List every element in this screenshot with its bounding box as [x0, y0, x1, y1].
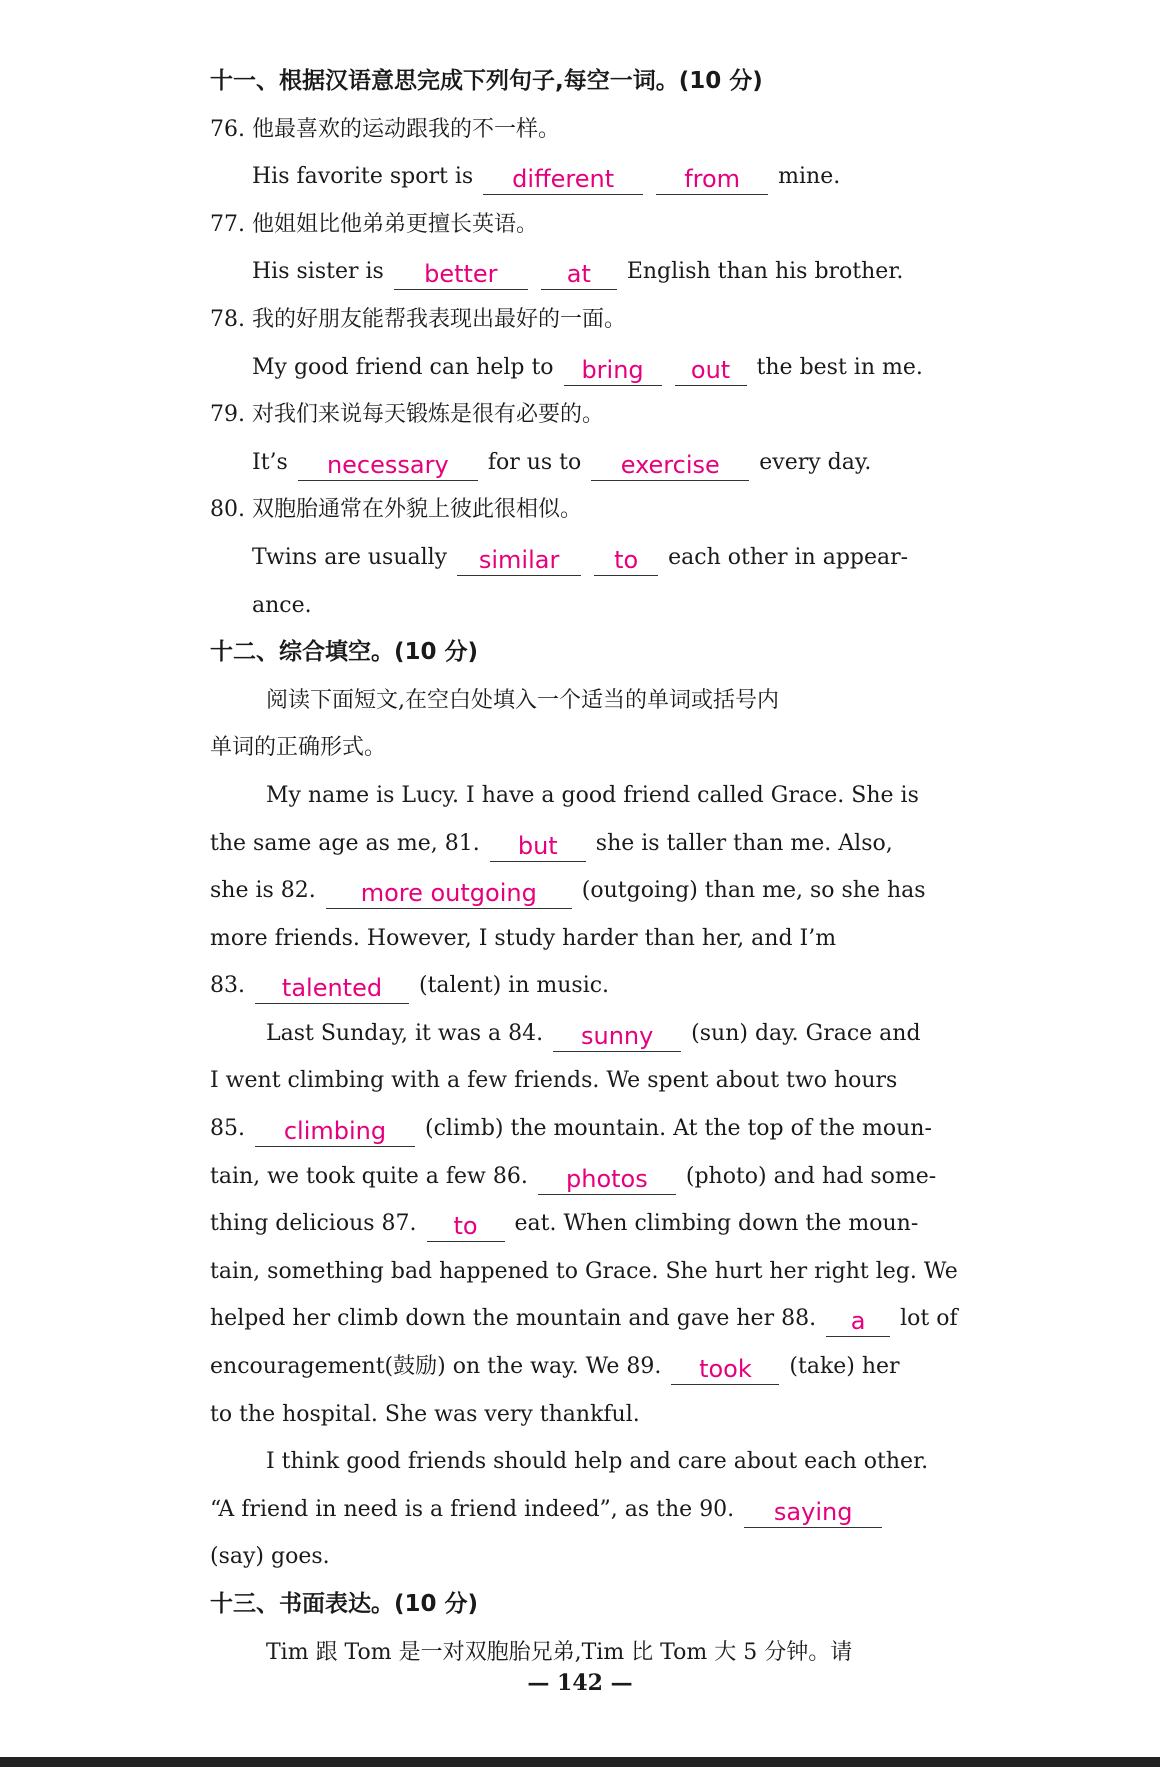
passage-text: 85. — [210, 1116, 245, 1142]
passage-text: eat. When climbing down the moun- — [514, 1211, 919, 1237]
q80-continuation: ance. — [252, 592, 312, 618]
passage-text: thing delicious 87. — [210, 1211, 417, 1237]
q79-text-a: It’s — [252, 449, 288, 475]
passage-p2-line9: to the hospital. She was very thankful. — [210, 1401, 640, 1427]
passage-text: lot of — [900, 1306, 958, 1332]
q80-text-a: Twins are usually — [252, 544, 448, 570]
passage-p2-line1 — [210, 1010, 926, 1058]
q76-english — [210, 153, 926, 201]
q80-english — [210, 534, 926, 582]
passage-text: (photo) and had some- — [685, 1163, 937, 1189]
bottom-edge-bar — [0, 1757, 1160, 1767]
passage-p2-line3 — [210, 1105, 932, 1153]
worksheet-content — [210, 58, 958, 1676]
q79-english — [210, 439, 926, 487]
section-12-instruction-1: 阅读下面短文,在空白处填入一个适当的单词或括号内 — [266, 687, 779, 713]
passage-text: tain, we took quite a few 86. — [210, 1163, 528, 1189]
blank-78-2[interactable]: out — [675, 355, 747, 386]
section-11-heading: 十一、根据汉语意思完成下列句子,每空一词。(10 分) — [210, 68, 763, 94]
q76-text-c: mine. — [778, 164, 841, 190]
passage-p2-line5 — [210, 1200, 926, 1248]
passage-p3-line1: I think good friends should help and care about each other. — [266, 1449, 929, 1475]
blank-87[interactable]: to — [427, 1211, 505, 1242]
passage-p2-line8 — [210, 1343, 926, 1391]
q76-chinese: 76. 他最喜欢的运动跟我的不一样。 — [210, 116, 560, 142]
passage-p2-line4 — [210, 1153, 937, 1201]
q78-text-a: My good friend can help to — [252, 354, 554, 380]
blank-83[interactable]: talented — [255, 973, 409, 1004]
q78-chinese: 78. 我的好朋友能帮我表现出最好的一面。 — [210, 306, 626, 332]
q79-text-c: every day. — [759, 449, 872, 475]
passage-text: (outgoing) than me, so she has — [581, 878, 926, 904]
passage-p1-line5 — [210, 962, 926, 1010]
blank-84[interactable]: sunny — [553, 1021, 681, 1052]
passage-p2-line7 — [210, 1295, 958, 1343]
passage-text: she is 82. — [210, 878, 316, 904]
q80-chinese: 80. 双胞胎通常在外貌上彼此很相似。 — [210, 497, 582, 523]
q78-english — [210, 344, 926, 392]
section-13-heading: 十三、书面表达。(10 分) — [210, 1591, 479, 1617]
q77-text-c: English than his brother. — [626, 259, 904, 285]
passage-text: encouragement(鼓励) on the way. We 89. — [210, 1354, 662, 1380]
blank-79-1[interactable]: necessary — [298, 450, 478, 481]
section-12-instruction-2: 单词的正确形式。 — [210, 735, 387, 761]
q77-text-a: His sister is — [252, 259, 384, 285]
q77-english — [210, 248, 926, 296]
passage-p3-line2 — [210, 1486, 926, 1534]
q80-text-c: each other in appear- — [668, 544, 909, 570]
passage-p1-line2 — [210, 820, 926, 868]
blank-76-2[interactable]: from — [656, 164, 768, 195]
blank-90[interactable]: saying — [744, 1497, 882, 1528]
blank-85[interactable]: climbing — [255, 1116, 415, 1147]
blank-81[interactable]: but — [490, 831, 586, 862]
passage-p3-line3: (say) goes. — [210, 1544, 330, 1570]
blank-82[interactable]: more outgoing — [326, 878, 572, 909]
passage-text: (climb) the mountain. At the top of the moun- — [425, 1116, 932, 1142]
passage-text: (take) her — [789, 1354, 900, 1380]
passage-text: the same age as me, 81. — [210, 830, 480, 856]
blank-78-1[interactable]: bring — [564, 355, 662, 386]
passage-p1-line3 — [210, 867, 926, 915]
q79-chinese: 79. 对我们来说每天锻炼是很有必要的。 — [210, 402, 604, 428]
blank-89[interactable]: took — [671, 1354, 779, 1385]
passage-text: (talent) in music. — [419, 973, 610, 999]
passage-p1-line4: more friends. However, I study harder than her, and I’m — [210, 925, 837, 951]
blank-80-1[interactable]: similar — [457, 545, 581, 576]
passage-text: she is taller than me. Also, — [595, 830, 893, 856]
section-13-prompt: Tim 跟 Tom 是一对双胞胎兄弟,Tim 比 Tom 大 5 分钟。请 — [266, 1639, 853, 1665]
blank-86[interactable]: photos — [538, 1164, 676, 1195]
q76-text-a: His favorite sport is — [252, 164, 474, 190]
passage-p2-line2: I went climbing with a few friends. We spent about two hours — [210, 1068, 898, 1094]
blank-76-1[interactable]: different — [483, 164, 643, 195]
section-12-heading: 十二、综合填空。(10 分) — [210, 639, 479, 666]
passage-text: 83. — [210, 973, 245, 999]
q78-text-c: the best in me. — [756, 354, 923, 380]
passage-text: (sun) day. Grace and — [691, 1020, 921, 1046]
passage-text: “A friend in need is a friend indeed”, as the 90. — [210, 1496, 735, 1522]
passage-p2-line6: tain, something bad happened to Grace. She hurt her right leg. We — [210, 1258, 958, 1284]
q79-text-mid: for us to — [487, 449, 582, 475]
blank-80-2[interactable]: to — [594, 545, 658, 576]
q77-chinese: 77. 他姐姐比他弟弟更擅长英语。 — [210, 211, 538, 237]
blank-79-2[interactable]: exercise — [591, 450, 749, 481]
blank-88[interactable]: a — [826, 1306, 890, 1337]
page-number: — 142 — — [527, 1670, 633, 1696]
blank-77-2[interactable]: at — [541, 259, 617, 290]
blank-77-1[interactable]: better — [394, 259, 528, 290]
passage-text: Last Sunday, it was a 84. — [266, 1020, 544, 1046]
passage-p1-line1: My name is Lucy. I have a good friend called Grace. She is — [266, 782, 919, 808]
passage-text: helped her climb down the mountain and gave her 88. — [210, 1306, 817, 1332]
